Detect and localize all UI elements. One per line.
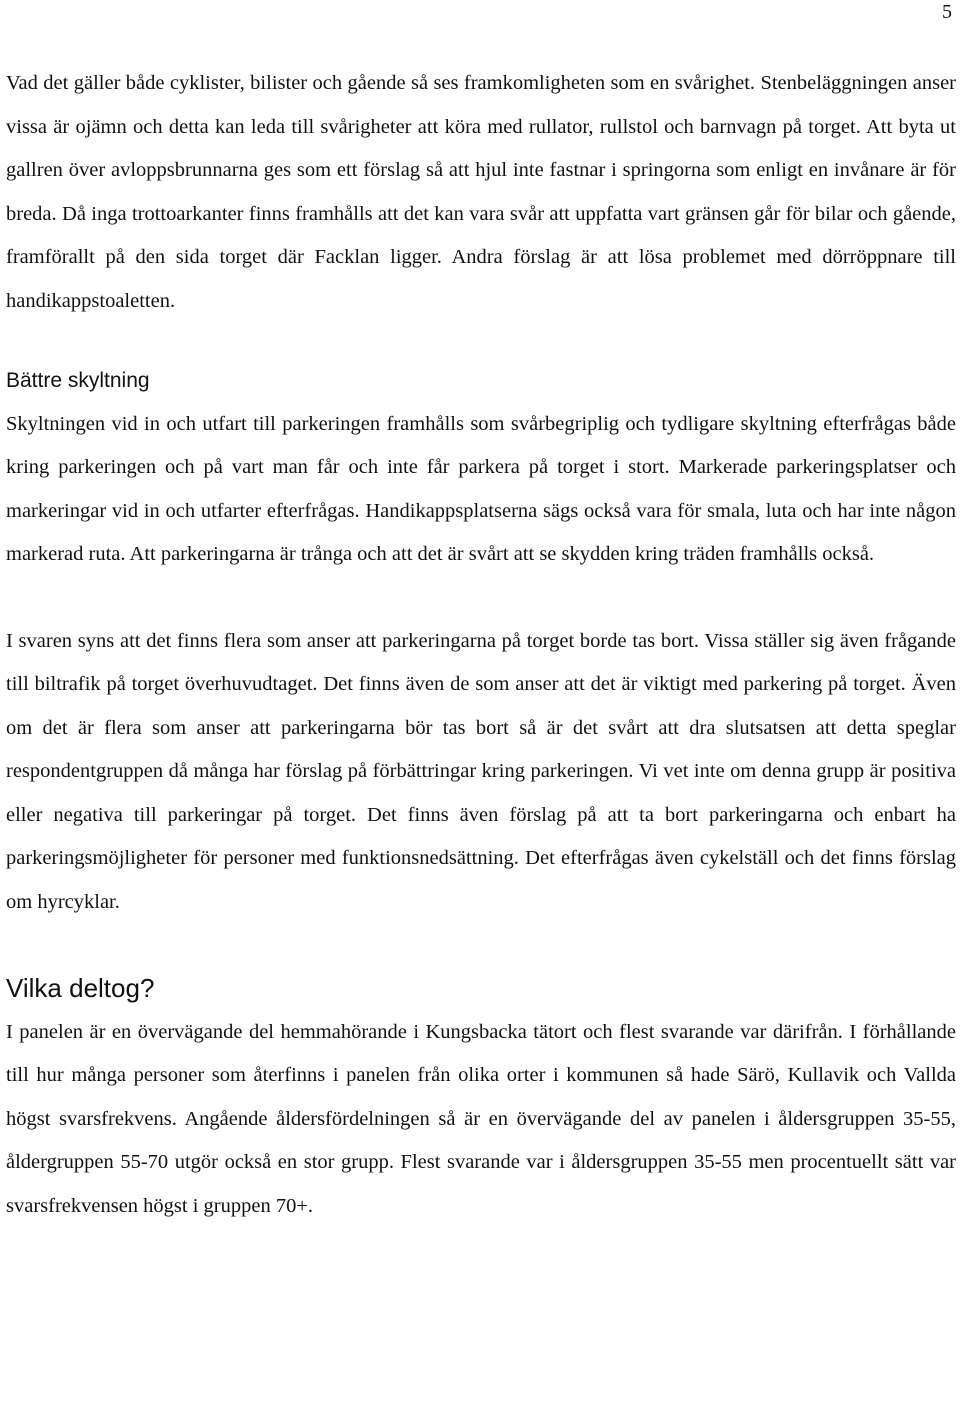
spacer — [6, 924, 956, 967]
page-number: 5 — [942, 1, 952, 23]
paragraph-parking: I svaren syns att det finns flera som anser att parkeringarna på torget borde tas bort. Vissa ställer sig även frågande till biltrafik på torget överhuvudtaget. Det finns även de som anser att det är viktigt med parkering på torget. Även om det är flera som anser att parkeringarna bör tas bort så är det svårt att dra slutsatsen att detta speglar respondentgruppen då många har förslag på förbättringar kring parkeringen. Vi vet inte om denna grupp är positiva eller negativa till parkeringar på torget. Det finns även förslag på att ta bort parkeringarna och enbart ha parkeringsmöjligheter för personer med funktionsnedsättning. Det efterfrågas även cykelställ och det finns förslag om hyrcyklar. — [6, 629, 956, 913]
paragraph-signage: Skyltningen vid in och utfart till parkeringen framhålls som svårbegriplig och tydligare skyltning efterfrågas både kring parkeringen och på vart man får och inte får parkera på torget i stort. Markerade parkeringsplatser och markeringar vid in och utfarter efterfrågas. Handikappsplatserna sägs också vara för smala, luta och har inte någon markerad ruta. Att parkeringarna är trånga och att det är svårt att se skydden kring träden framhålls också. — [6, 412, 956, 565]
document-body — [6, 62, 956, 1228]
spacer — [6, 577, 956, 620]
paragraph-participants: I panelen är en övervägande del hemmahörande i Kungsbacka tätort och flest svarande var därifrån. I förhållande till hur många personer som återfinns i panelen från olika orter i kommunen så hade Särö, Kullavik och Vallda högst svarsfrekvens. Angående åldersfördelningen så är en övervägande del av panelen i åldersgruppen 35-55, åldergruppen 55-70 utgör också en stor grupp. Flest svarande var i åldersgruppen 35-55 men procentuellt sätt var svarsfrekvensen högst i gruppen 70+. — [6, 1020, 956, 1217]
paragraph-accessibility: Vad det gäller både cyklister, bilister och gående så ses framkomligheten som en svårighet. Stenbeläggningen anser vissa är ojämn och detta kan leda till svårigheter att köra med rullator, rullstol och barnvagn på torget. Att byta ut gallren över avloppsbrunnarna ges som ett förslag så att hjul inte fastnar i springorna som enligt en invånare är för breda. Då inga trottoarkanter finns framhålls att det kan vara svår att uppfatta vart gränsen går för bilar och gående, framförallt på den sida torget där Facklan ligger. Andra förslag är att lösa problemet med dörröppnare till handikappstoaletten. — [6, 72, 956, 312]
section-heading-signage: Bättre skyltning — [6, 369, 150, 392]
spacer — [6, 323, 956, 359]
section-heading-participants: Vilka deltog? — [6, 973, 155, 1003]
